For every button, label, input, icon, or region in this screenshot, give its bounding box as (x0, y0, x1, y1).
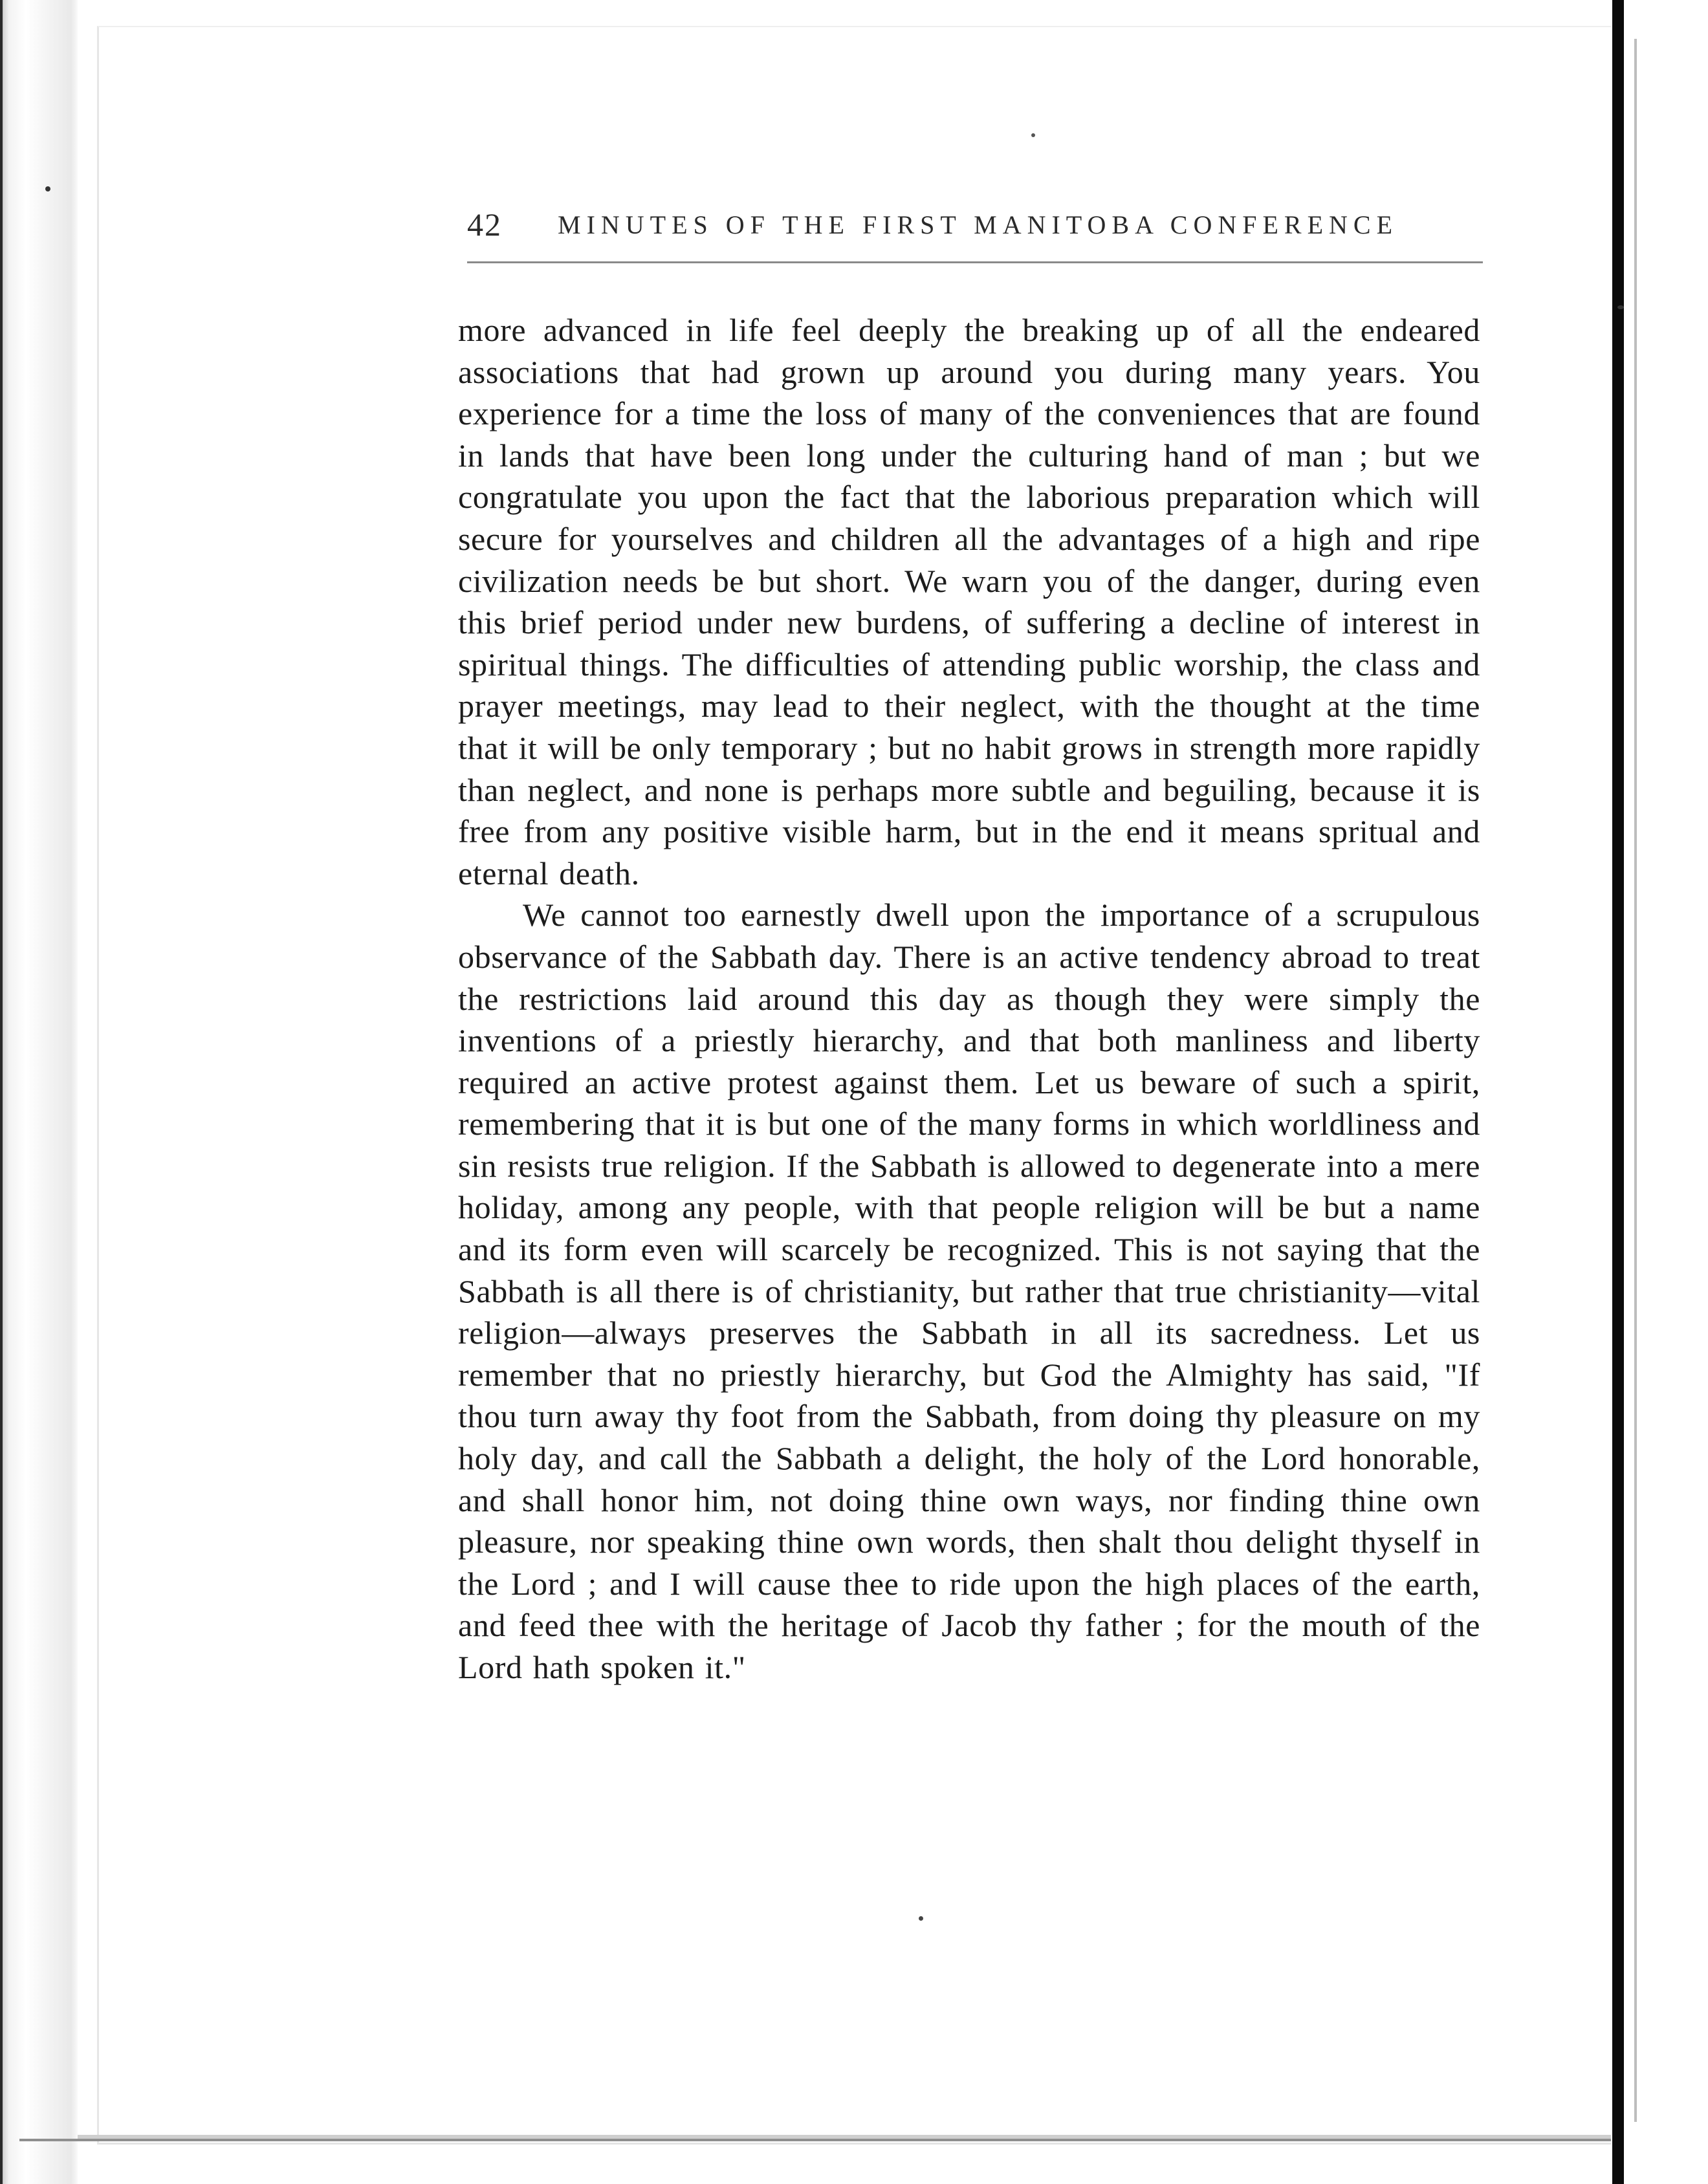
gutter-shadow (1612, 0, 1624, 2184)
paragraph: more advanced in life feel deeply the breaking up of all the endeared associations that had grown up around you during many years. You experience for a time the loss of many of the conveniences that are found in lands that have been long under the culturing hand of man ; but we congratulate you upon the fact that the laborious preparation which will secure for yourselves and children all the advantages of a high and ripe civilization needs be but short. We warn you of the danger, during even this brief period under new burdens, of suffering a decline of interest in spiritual things. The difficulties of attending public worship, the class and prayer meetings, may lead to their neglect, with the thought at the time that it will be only temporary ; but no habit grows in strength more rapidly than neglect, and none is perhaps more subtle and beguiling, because it is free from any positive visible harm, but in the end it means spritual and eternal death. (458, 312, 1480, 891)
header-rule (467, 261, 1483, 263)
page-number: 42 (467, 206, 502, 243)
scan-speck (45, 186, 50, 191)
facing-page-edge (1634, 39, 1637, 2122)
page-bottom-shadow (19, 2139, 1611, 2141)
book-spine (1611, 0, 1708, 2184)
body-text (458, 309, 1480, 1688)
left-page-edge (0, 0, 78, 2184)
scan-speck (1617, 305, 1624, 309)
scan-speck (919, 1916, 923, 1921)
running-title: MINUTES OF THE FIRST MANITOBA CONFERENCE (558, 210, 1399, 239)
scan-speck (1031, 133, 1035, 137)
page-header (467, 206, 1483, 245)
paragraph: We cannot too earnestly dwell upon the importance of a scrupulous observance of the Sabbath day. There is an active tendency abroad to treat the restrictions laid around this day as though they were simply the inventions of a priestly hierarchy, and that both manliness and liberty required an active protest against them. Let us beware of such a spirit, remembering that it is but one of the many forms in which worldliness and sin resists true religion. If the Sabbath is allowed to degenerate into a mere holiday, among any people, with that people religion will be but a name and its form even will scarcely be recognized. This is not saying that the Sabbath is all there is of christianity, but rather that true christianity—vital religion—always preserves the Sabbath in all its sacredness. Let us remember that no priestly hierarchy, but God the Almighty has said, "If thou turn away thy foot from the Sabbath, from doing thy pleasure on my holy day, and call the Sabbath a delight, the holy of the Lord honorable, and shall honor him, not doing thine own ways, nor finding thine own pleasure, nor speaking thine own words, then shalt thou delight thyself in the Lord ; and I will cause thee to ride upon the high places of the earth, and feed thee with the heritage of Jacob thy father ; for the mouth of the Lord hath spoken it." (458, 897, 1480, 1685)
